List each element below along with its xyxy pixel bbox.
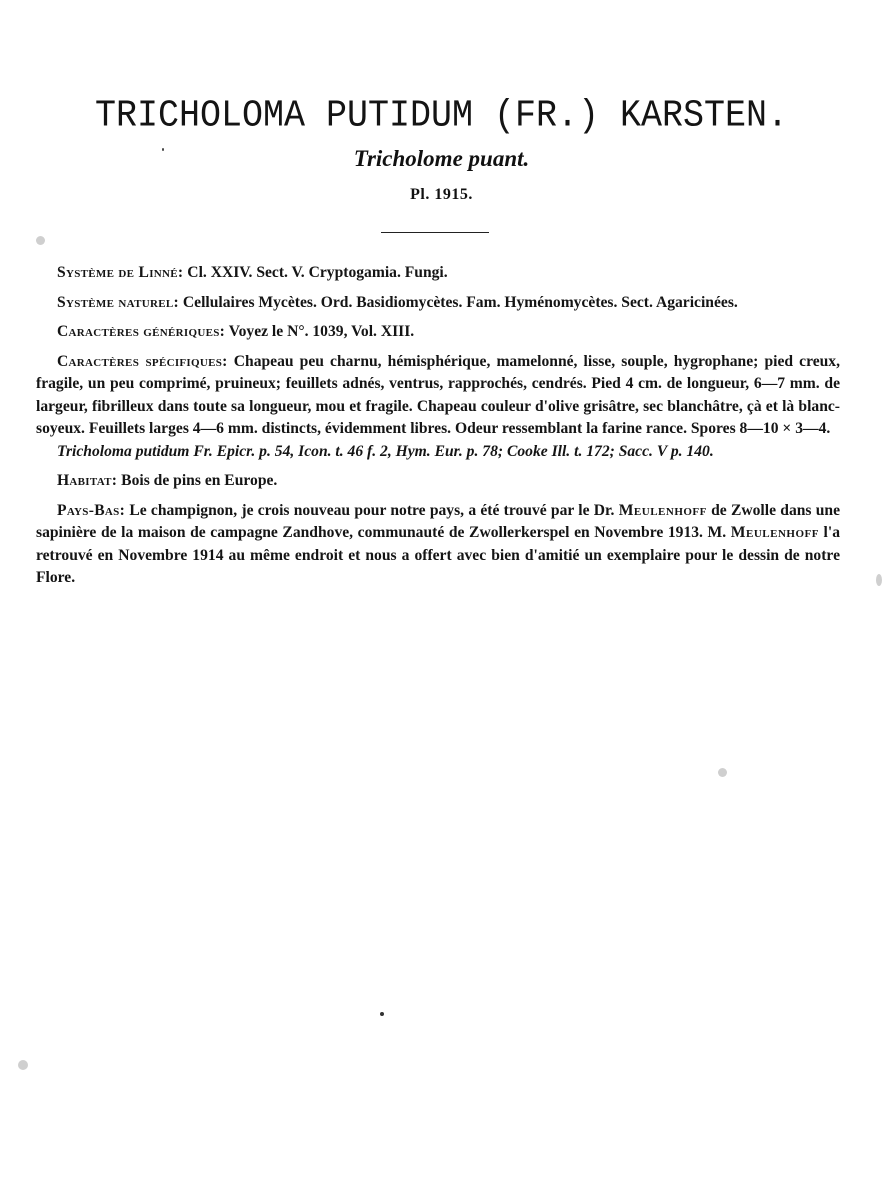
title-divider xyxy=(381,232,489,233)
label-paysbas: Pays-Bas: xyxy=(57,501,126,519)
text-generiques: Voyez le N°. 1039, Vol. XIII. xyxy=(225,323,415,340)
paper-speck xyxy=(380,1012,384,1016)
text-specifiques: Chapeau peu charnu, hémisphérique, mamelonné, lisse, souple, hygrophane; pied creux, fragile, un peu comprimé, pruineux; feuillets adnés, ventrus, rapprochés, cendrés. Pied 4 cm. de longueur, 6—7 mm. de largeur, fibrilleux dans toute sa longueur, mou et fragile. Chapeau couleur d'olive grisâtre, sec blanchâtre, çà et là blanc-soyeux. Feuillets larges 4—6 mm. distincts, évidemment libres. Odeur ressemblant la farine rance. Spores 8—10 × 3—4. xyxy=(36,352,840,437)
text-naturel: Cellulaires Mycètes. Ord. Basidiomycètes. Fam. Hyménomycètes. Sect. Agaricinées. xyxy=(179,293,738,311)
paper-speck xyxy=(36,236,45,245)
paragraph-specifiques xyxy=(36,351,840,441)
text-paysbas-2: de Zwolle dans une sapinière de la maison de campagne Zandhove, communauté de Zwollerkerspel en Novembre 1913. M. xyxy=(36,501,840,541)
text-linne: Cl. XXIV. Sect. V. Cryptogamia. Fungi. xyxy=(183,264,448,281)
paper-speck xyxy=(18,1060,28,1070)
label-naturel: Système naturel: xyxy=(57,293,179,311)
paragraph-paysbas xyxy=(36,500,840,590)
paper-speck xyxy=(162,148,164,151)
paragraph-habitat xyxy=(36,470,840,493)
paragraph-generiques xyxy=(36,321,840,344)
label-linne: Système de Linné: xyxy=(57,264,184,281)
person-name-2: Meulenhoff xyxy=(730,524,819,541)
paper-speck xyxy=(876,574,882,586)
label-habitat: Habitat: xyxy=(57,472,118,489)
text-habitat: Bois de pins en Europe. xyxy=(117,472,278,489)
paragraph-naturel xyxy=(36,292,840,315)
species-title: TRICHOLOMA PUTIDUM (FR.) KARSTEN. xyxy=(94,94,789,138)
description-body xyxy=(36,262,840,597)
person-name-1: Meulenhoff xyxy=(618,501,707,519)
text-paysbas-3: l'a retrouvé en Novembre 1914 au même endroit et nous a offert avec bien d'amitié un exemplaire pour le dessin de notre Flore. xyxy=(36,524,840,586)
label-specifiques: Caractères spécifiques: xyxy=(57,352,228,370)
paragraph-linne xyxy=(36,262,840,285)
paper-speck xyxy=(718,768,727,777)
plate-number: Pl. 1915. xyxy=(410,186,473,203)
label-generiques: Caractères génériques: xyxy=(57,323,226,340)
common-name: Tricholome puant. xyxy=(353,146,530,171)
text-paysbas-1: Le champignon, je crois nouveau pour notre pays, a été trouvé par le Dr. xyxy=(125,501,619,519)
paragraph-references: Tricholoma putidum Fr. Epicr. p. 54, Icon. t. 46 f. 2, Hym. Eur. p. 78; Cooke Ill. t. 172; Sacc. V p. 140. xyxy=(57,442,714,460)
